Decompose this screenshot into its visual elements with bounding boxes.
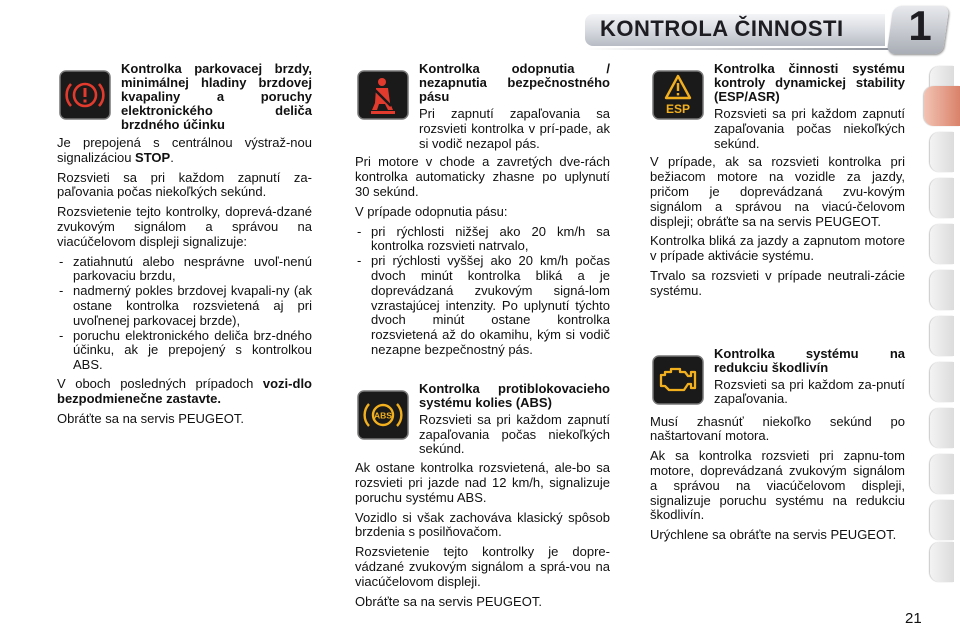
page-header: [0, 0, 960, 60]
chapter-tab[interactable]: [930, 270, 954, 310]
section-lead: Rozsvieti sa pri každom zapnutí zapaľovania počas niekoľkých sekúnd.: [714, 106, 905, 151]
paragraph: Kontrolka bliká za jazdy a zapnutom motore v prípade aktivácie systému.: [650, 233, 905, 264]
parking-brake-section: [57, 62, 312, 132]
paragraph: V prípade, ak sa rozsvieti kontrolka pri bežiacom motore na vozidle za jazdy, pričom je doprevádzaná zvu-kovým signálom a správou na viacú-čelovom displeji; obráťte sa na servis PEUGEOT.: [650, 154, 905, 229]
paragraph: Ak sa kontrolka rozsvieti pri zapnu-tom motore, doprevádzaná zvukovým signálom a správou na viacúčelovom displeji, signalizuje poruchu systému na redukciu škodlivín.: [650, 448, 905, 523]
column-1: [57, 62, 312, 431]
section-lead: Pri zapnutí zapaľovania sa rozsvieti kontrolka v prí-pade, ak si vodič nezapol pás.: [419, 106, 610, 151]
chapter-tab[interactable]: [930, 454, 954, 494]
section-title: Kontrolka odopnutia / nezapnutia bezpečnostného pásu: [419, 61, 610, 104]
abs-warning-icon: [357, 390, 409, 440]
chapter-tab[interactable]: [930, 224, 954, 264]
paragraph: Rozsvieti sa pri každom zapnutí za-paľovania počas niekoľkých sekúnd.: [57, 169, 312, 200]
seatbelt-section: [355, 62, 610, 151]
paragraph: Obráťte sa na servis PEUGEOT.: [355, 593, 542, 609]
header-divider: [585, 48, 895, 50]
abs-icon-label: ABS: [374, 410, 392, 421]
list-item: - zatiahnutú alebo nesprávne uvoľ-nenú parkovaciu brzdu,: [57, 255, 312, 285]
list-item: - nadmerný pokles brzdovej kvapali-ny (ak ostane kontrolka rozsvietená aj pri uvoľnenej parkovacej brzde),: [57, 284, 312, 328]
paragraph: Musí zhasnúť niekoľko sekúnd po naštartovaní motora.: [650, 413, 905, 444]
chapter-number: 1: [908, 2, 932, 49]
chapter-tab[interactable]: [930, 316, 954, 356]
page-number: 21: [905, 610, 922, 627]
paragraph: Pri motore v chode a zavretých dve-rách kontrolka automaticky zhasne po uplynutí 30 sekúnd.: [355, 154, 610, 199]
list-item: - poruchu elektronického deliča brz-dného účinku, ak je prepojený s kontrolkou ABS.: [57, 329, 312, 373]
section-lead: Rozsvieti sa pri každom za-pnutí zapaľovania.: [714, 376, 905, 407]
section-title: Kontrolka činnosti systému kontroly dynamickej stability (ESP/ASR): [714, 61, 905, 104]
paragraph: Obráťte sa na servis PEUGEOT.: [57, 410, 244, 426]
esp-section: [650, 62, 905, 151]
column-3: [650, 62, 905, 548]
chapter-tabs: [924, 66, 960, 581]
chapter-tab[interactable]: [930, 132, 954, 172]
section-title: Kontrolka parkovacej brzdy, minimálnej hladiny brzdovej kvapaliny a poruchy elektronického deliča brzdného účinku: [121, 61, 312, 132]
paragraph: Rozsvietenie tejto kontrolky je dopre-vádzané zvukovým signálom a sprá-vou na viacúčelovom displeji.: [355, 544, 610, 589]
chapter-tab[interactable]: [930, 408, 954, 448]
engine-emission-warning-icon: [652, 355, 704, 405]
paragraph: Urýchlene sa obráťte na servis PEUGEOT.: [650, 527, 897, 543]
emission-section: [650, 347, 905, 411]
list-item: - pri rýchlosti nižšej ako 20 km/h sa kontrolka rozsvieti natrvalo,: [355, 225, 610, 255]
chapter-tab[interactable]: [930, 500, 954, 540]
abs-section: [355, 382, 610, 457]
chapter-tab[interactable]: [930, 542, 954, 582]
list-item: - pri rýchlosti vyššej ako 20 km/h počas dvoch minút kontrolka bliká a je doprevádzaná zvukovým signá-lom vzrastajúcej intenzity. Po uplynutí týchto dvoch minút ostane kontrolka rozsvietená až do okamihu, kým si vodič nezapne bezpečnostný pás.: [355, 254, 610, 358]
column-2: [355, 62, 610, 614]
esp-warning-icon: [652, 70, 704, 120]
paragraph: Je prepojená s centrálnou výstraž-nou signalizáciou STOP.: [57, 135, 312, 165]
section-title: Kontrolka protiblokovacieho systému kolies (ABS): [419, 380, 610, 410]
chapter-tab-active[interactable]: [924, 86, 960, 126]
section-lead: Rozsvieti sa pri každom zapnutí zapaľovania počas niekoľkých sekúnd.: [419, 411, 610, 457]
section-title: Kontrolka systému na redukciu škodlivín: [714, 345, 905, 375]
paragraph: Rozsvietenie tejto kontrolky, doprevá-dzané zvukovým signálom a správou na viacúčelovom displeji signalizuje:: [57, 204, 312, 249]
chapter-tab[interactable]: [930, 362, 954, 402]
paragraph: Vozidlo si však zachováva klasický spôsob brzdenia s posilňovačom.: [355, 509, 610, 540]
paragraph: V prípade odopnutia pásu:: [355, 203, 508, 219]
paragraph: Ak ostane kontrolka rozsvietená, ale-bo sa rozsvieti pri jazde nad 12 km/h, signalizuje poruchu systému ABS.: [355, 460, 610, 505]
seatbelt-warning-icon: [357, 70, 409, 120]
chapter-tab[interactable]: [930, 178, 954, 218]
parking-brake-warning-icon: [59, 70, 111, 120]
bullet-list: [57, 255, 312, 373]
paragraph: V oboch posledných prípadoch vozi-dlo bezpodmienečne zastavte.: [57, 375, 312, 406]
page-title: KONTROLA ČINNOSTI: [600, 16, 844, 41]
paragraph: Trvalo sa rozsvieti v prípade neutrali-zácie systému.: [650, 267, 905, 298]
bullet-list: [355, 225, 610, 358]
esp-icon-label: ESP: [665, 102, 691, 116]
